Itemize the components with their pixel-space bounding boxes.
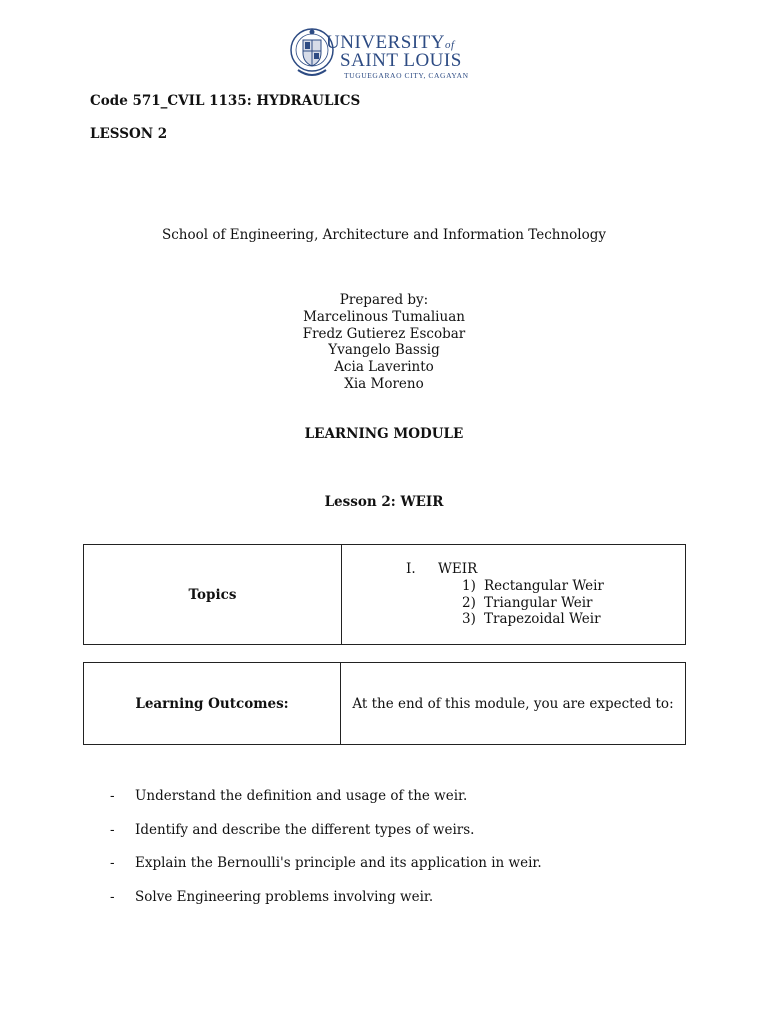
logo-line2: SAINT LOUIS: [340, 50, 462, 71]
bullet-dash: -: [110, 855, 115, 871]
outcome-item: [110, 787, 542, 821]
preparer-name: Xia Moreno: [344, 375, 424, 392]
topic-sub-text: Rectangular Weir: [484, 578, 604, 594]
topics-cell: [342, 545, 686, 645]
bullet-dash: -: [110, 788, 115, 804]
preparer-name: Acia Laverinto: [334, 359, 434, 376]
topic-sub-num: 2): [462, 595, 476, 611]
prepared-by-block: [0, 292, 768, 393]
outcome-text: Identify and describe the different types of weirs.: [135, 821, 475, 838]
lesson-title: Lesson 2: WEIR: [324, 494, 444, 510]
topic-main-text: WEIR: [438, 561, 478, 577]
preparer-name: Marcelinous Tumaliuan: [303, 308, 465, 325]
topics-label: Topics: [84, 545, 342, 645]
learning-outcomes-table: [83, 662, 686, 745]
bullet-dash: -: [110, 821, 115, 838]
course-code: Code 571_CVIL 1135: HYDRAULICS: [90, 93, 361, 109]
module-title: LEARNING MODULE: [304, 426, 464, 442]
topic-main: [406, 561, 477, 577]
logo-line3: TUGUEGARAO CITY, CAGAYAN: [344, 71, 469, 80]
outcome-item: [110, 821, 542, 855]
outcome-text: Explain the Bernoulli's principle and its application in weir.: [135, 855, 542, 871]
topic-sub-num: 1): [462, 578, 476, 594]
preparer-name: Yvangelo Bassig: [328, 342, 440, 359]
topic-sub-text: Triangular Weir: [484, 595, 593, 611]
outcome-item: [110, 854, 542, 888]
learning-outcomes-intro: At the end of this module, you are expected to:: [341, 663, 686, 745]
school-name: School of Engineering, Architecture and Information Technology: [162, 227, 606, 243]
outcome-text: Solve Engineering problems involving weir.: [135, 888, 434, 905]
topic-sub-item: [462, 611, 601, 627]
university-logo: [288, 26, 468, 82]
outcomes-list: [110, 787, 542, 921]
outcome-item: [110, 888, 542, 922]
topic-main-num: I.: [406, 561, 416, 577]
topic-sub-item: [462, 578, 604, 594]
topic-sub-item: [462, 595, 593, 611]
topic-sub-num: 3): [462, 611, 476, 627]
logo-line1-suffix: of: [445, 39, 455, 51]
bullet-dash: -: [110, 888, 115, 905]
prepared-by-label: Prepared by:: [339, 292, 429, 308]
outcome-text: Understand the definition and usage of the weir.: [135, 788, 468, 804]
learning-outcomes-label: Learning Outcomes:: [84, 663, 341, 745]
topic-sub-text: Trapezoidal Weir: [484, 611, 601, 627]
lesson-label: LESSON 2: [90, 126, 168, 142]
topics-table: [83, 544, 686, 645]
preparer-name: Fredz Gutierez Escobar: [302, 325, 466, 342]
logo-line1: UNIVERSITY: [326, 32, 445, 53]
